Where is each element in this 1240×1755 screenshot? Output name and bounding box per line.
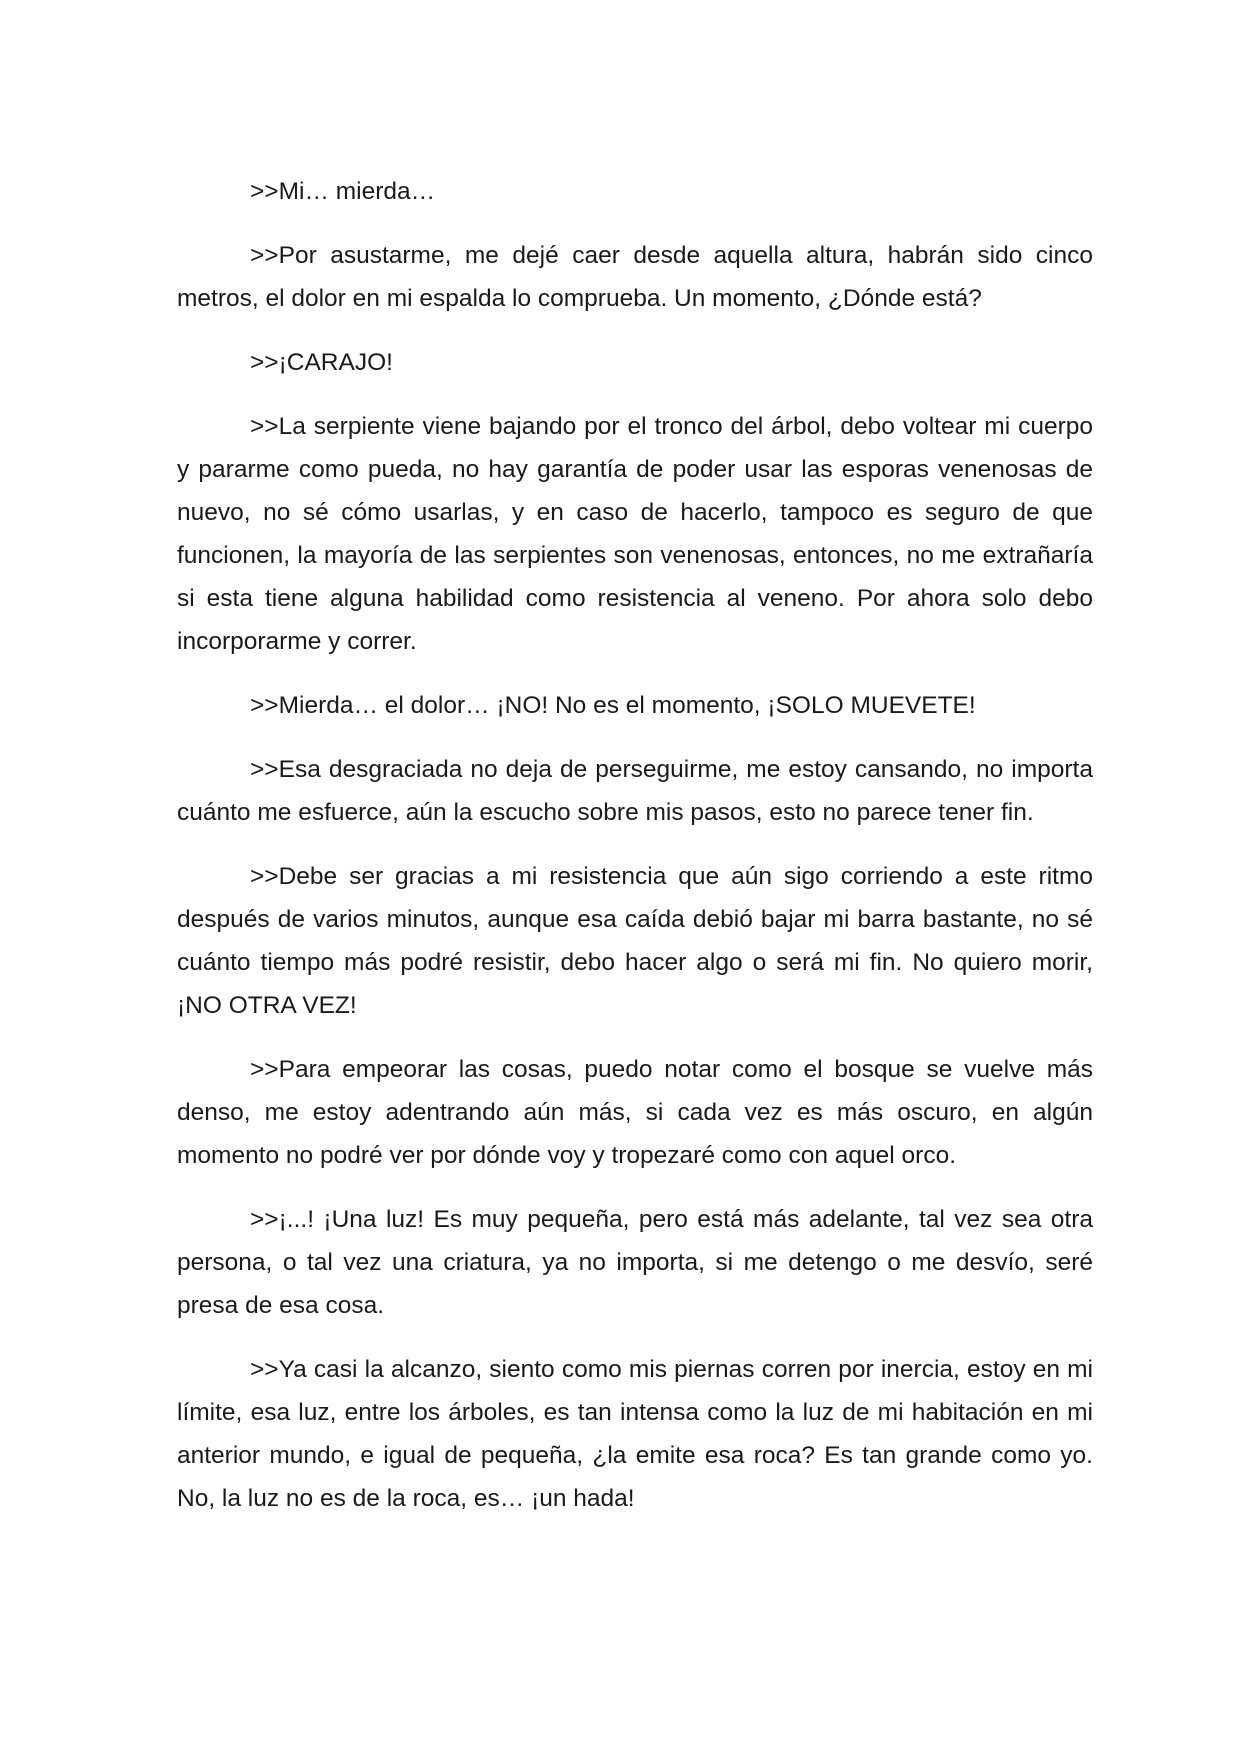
paragraph-1: >>Mi… mierda… bbox=[250, 178, 436, 205]
paragraph-5: >>Mierda… el dolor… ¡NO! No es el momento, ¡SOLO MUEVETE! bbox=[250, 692, 976, 719]
paragraph-10: >>Ya casi la alcanzo, siento como mis piernas corren por inercia, estoy en mi límite, esa luz, entre los árboles, es tan intensa como la luz de mi habitación en mi anterior mundo, e igual de pequeña, ¿la emite esa roca? Es tan grande como yo. No, la luz no es de la roca, es… ¡un hada! bbox=[177, 1356, 1093, 1512]
paragraph-6: >>Esa desgraciada no deja de perseguirme, me estoy cansando, no importa cuánto me esfuerce, aún la escucho sobre mis pasos, esto no parece tener fin. bbox=[177, 756, 1093, 826]
paragraph-7: >>Debe ser gracias a mi resistencia que aún sigo corriendo a este ritmo después de varios minutos, aunque esa caída debió bajar mi barra bastante, no sé cuánto tiempo más podré resistir, debo hacer algo o será mi fin. No quiero morir, ¡NO OTRA VEZ! bbox=[177, 863, 1093, 1019]
paragraph-9: >>¡...! ¡Una luz! Es muy pequeña, pero está más adelante, tal vez sea otra persona, o tal vez una criatura, ya no importa, si me detengo o me desvío, seré presa de esa cosa. bbox=[177, 1206, 1093, 1319]
paragraph-4: >>La serpiente viene bajando por el tronco del árbol, debo voltear mi cuerpo y pararme como pueda, no hay garantía de poder usar las esporas venenosas de nuevo, no sé cómo usarlas, y en caso de hacerlo, tampoco es seguro de que funcionen, la mayoría de las serpientes son venenosas, entonces, no me extrañaría si esta tiene alguna habilidad como resistencia al veneno. Por ahora solo debo incorporarme y correr. bbox=[177, 413, 1093, 655]
paragraph-8: >>Para empeorar las cosas, puedo notar como el bosque se vuelve más denso, me estoy adentrando aún más, si cada vez es más oscuro, en algún momento no podré ver por dónde voy y tropezaré como con aquel orco. bbox=[177, 1056, 1093, 1169]
paragraph-2: >>Por asustarme, me dejé caer desde aquella altura, habrán sido cinco metros, el dolor en mi espalda lo comprueba. Un momento, ¿Dónde está? bbox=[177, 242, 1093, 312]
document-body bbox=[177, 170, 1093, 1541]
paragraph-3: >>¡CARAJO! bbox=[250, 349, 393, 376]
